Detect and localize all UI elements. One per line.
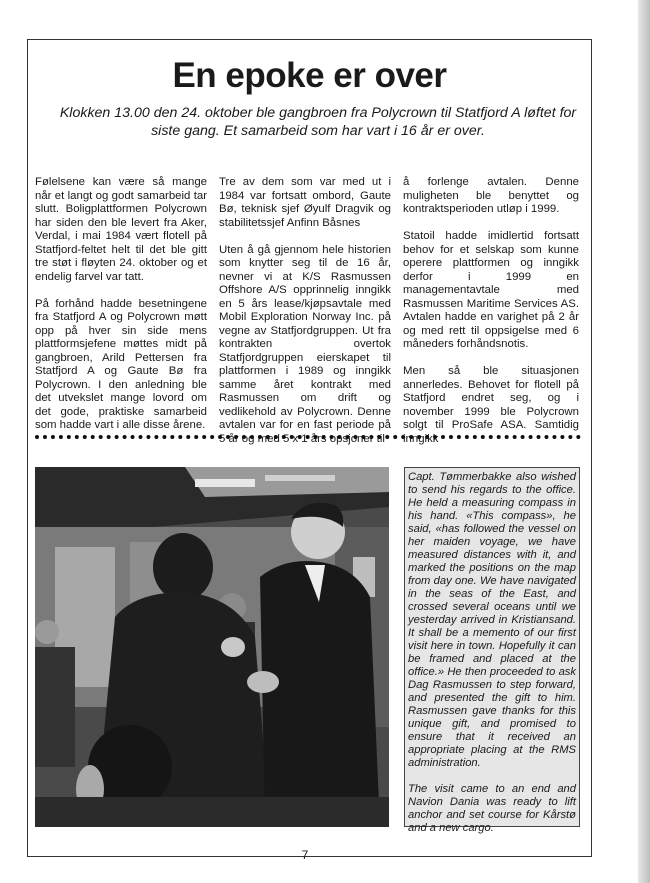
text-column-1 — [35, 176, 207, 446]
sidebar-paragraph: The visit came to an end and Navion Dania was ready to lift anchor and set course for Kårstø and a new cargo. — [408, 783, 576, 834]
column-paragraph: På forhånd hadde besetningene fra Statfjord A og Polycrown møtt opp på hver sin side mens plattformsjefene møttes midt på gangbroen, Arild Pettersen fra Statfjord A og Gaute Bø fra Polycrown. I den anledning ble det utvekslet mange lovord om det gode, praktiske samarbeid som hadde vart i alle disse årene. — [35, 297, 207, 431]
text-column-2 — [219, 176, 391, 460]
sidebar-text — [408, 471, 576, 848]
column-paragraph: Tre av dem som var med ut i 1984 var fortsatt ombord, Gaute Bø, teknisk sjef Øyulf Dragvik og stabilitetssjef Anfinn Båsnes — [219, 176, 391, 229]
text-column-3 — [403, 176, 579, 460]
column-paragraph: å forlenge avtalen. Denne muligheten ble benyttet og kontraktsperioden utløp i 1999. — [403, 176, 579, 215]
column-paragraph: Følelsene kan være så mange når et langt og godt samarbeid tar slutt. Boligplattformen Polycrown har siden den ble levert fra Aker, Verdal, i mai 1984 vært flotell på Statfjord-feltet helt til det ble gitt tre støt i fløyten 24. oktober og et endelig farvel var tatt. — [35, 176, 207, 283]
sidebar-paragraph: Capt. Tømmerbakke also wished to send his regards to the office. He held a measuring compass in his hand. «This compass», he said, «has followed the vessel on her maiden voyage, we have measured distances with it, and marked the positions on the map from day one. We have navigated in the seas of the East, and crossed several oceans until we yesterday arrived in Kristiansand. It shall be a memento of our first visit here in town. Hopefully it can be framed and placed at the office.» He then proceeded to ask Dag Rasmussen to step forward, and presented the gift to him. Rasmussen gave thanks for this unique gift, and promised to ensure that it received an appropriate placing at the RMS administration. — [408, 471, 576, 769]
handshake-photo — [35, 467, 389, 827]
dotted-divider — [35, 435, 581, 439]
column-paragraph: Uten å gå gjennom hele historien som knytter seg til de 16 år, nevner vi at K/S Rasmussen Offshore A/S opprinnelig inngikk en 5 års lease/kjøpsavtale med Mobil Exploration Norway Inc. på vegne av Statfjordgruppen. Ut fra kontrakten overtok Statfjordgruppen eierskapet til plattformen i 1989 og inngikk samme året kontrakt med Rasmussen om drift og vedlikehold av Polycrown. Denne avtalen var for en fast periode på 5 år og med 5 x 1 års opsjoner til — [219, 243, 391, 445]
article-lead: Klokken 13.00 den 24. oktober ble gangbroen fra Polycrown til Statfjord A løftet for siste gang. Et samarbeid som har vart i 16 år er over. — [59, 105, 577, 139]
article-title: En epoke er over — [172, 56, 447, 95]
column-paragraph: Men så ble situasjonen annerledes. Behovet for flotell på Statfjord endret seg, og i november 1999 ble Polycrown solgt til ProSafe ASA. Samtidig inngikk — [403, 365, 579, 445]
page-edge-shadow — [638, 0, 650, 883]
column-paragraph: Statoil hadde imidlertid fortsatt behov for et selskap som kunne operere plattformen og inngikk derfor i 1999 en managementavtale med Rasmussen Maritime Services AS. Avtalen hadde en varighet på 2 år og med rett til oppsigelse med 6 måneders forhåndsnotis. — [403, 230, 579, 350]
page-number: 7 — [301, 848, 309, 862]
